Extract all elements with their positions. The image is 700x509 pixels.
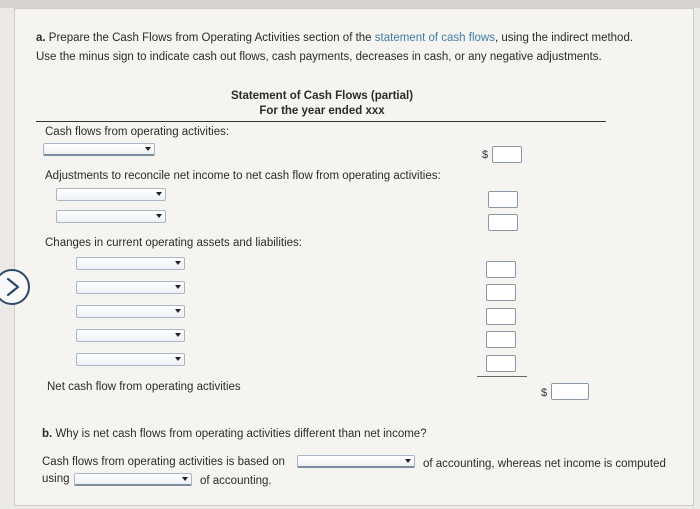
adjustments-label: Adjustments to reconcile net income to net cash flow from operating activities: bbox=[45, 170, 441, 182]
change-dropdown-3[interactable] bbox=[76, 305, 185, 318]
caret-down-icon bbox=[405, 459, 411, 463]
header-rule bbox=[36, 121, 606, 122]
caret-down-icon bbox=[175, 333, 181, 337]
caret-down-icon bbox=[145, 147, 151, 151]
adjustment-dropdown-1[interactable] bbox=[56, 188, 166, 201]
change-dropdown-2[interactable] bbox=[76, 281, 185, 294]
adjustment-amount-input-1[interactable] bbox=[488, 191, 518, 208]
statement-of-cash-flows-link[interactable]: statement of cash flows bbox=[374, 32, 495, 44]
statement-subtitle: For the year ended xxx bbox=[259, 105, 385, 117]
currency-symbol-net: $ bbox=[541, 387, 548, 399]
basis-dropdown-1[interactable] bbox=[297, 455, 415, 468]
subtotal-rule bbox=[477, 376, 527, 377]
change-dropdown-1[interactable] bbox=[76, 257, 185, 270]
question-b-line bbox=[42, 427, 427, 442]
question-a-line2: Use the minus sign to indicate cash out flows, cash payments, decreases in cash, or any negative adjustments. bbox=[36, 51, 602, 63]
changes-label: Changes in current operating assets and liabilities: bbox=[45, 237, 302, 249]
net-cash-flow-input[interactable] bbox=[551, 383, 589, 400]
change-amount-input-1[interactable] bbox=[486, 261, 516, 278]
change-amount-input-4[interactable] bbox=[486, 331, 516, 348]
question-b-sentence-part1: Cash flows from operating activities is based on bbox=[42, 456, 285, 468]
question-panel bbox=[14, 8, 694, 506]
caret-down-icon bbox=[175, 261, 181, 265]
caret-down-icon bbox=[175, 285, 181, 289]
top-cutoff-strip bbox=[0, 0, 700, 8]
caret-down-icon bbox=[175, 309, 181, 313]
caret-down-icon bbox=[182, 477, 188, 481]
basis-dropdown-2[interactable] bbox=[74, 473, 192, 486]
question-a-label: a. bbox=[36, 32, 46, 44]
caret-down-icon bbox=[175, 357, 181, 361]
operating-activities-label: Cash flows from operating activities: bbox=[45, 126, 230, 138]
change-amount-input-3[interactable] bbox=[486, 308, 516, 325]
net-cash-flow-label: Net cash flow from operating activities bbox=[47, 381, 241, 393]
adjustment-amount-input-2[interactable] bbox=[488, 214, 518, 231]
question-a-text: Prepare the Cash Flows from Operating Activities section of the bbox=[48, 32, 372, 44]
question-a-line1 bbox=[36, 31, 633, 46]
question-a-text-end: , using the indirect method. bbox=[494, 32, 634, 44]
operating-amount-input[interactable] bbox=[492, 146, 522, 163]
question-b-sentence-part4: of accounting. bbox=[200, 475, 272, 487]
question-b-label: b. bbox=[42, 428, 53, 440]
caret-down-icon bbox=[156, 214, 162, 218]
caret-down-icon bbox=[156, 192, 162, 196]
change-dropdown-4[interactable] bbox=[76, 329, 185, 342]
question-b-sentence-part2: of accounting, whereas net income is computed bbox=[423, 458, 666, 470]
change-amount-input-2[interactable] bbox=[486, 284, 516, 301]
currency-symbol: $ bbox=[482, 149, 489, 161]
change-dropdown-5[interactable] bbox=[76, 353, 185, 366]
operating-line-dropdown[interactable] bbox=[43, 143, 155, 156]
statement-title: Statement of Cash Flows (partial) bbox=[230, 90, 414, 102]
change-amount-input-5[interactable] bbox=[486, 355, 516, 372]
question-b-sentence-part3: using bbox=[42, 473, 70, 485]
question-b-text: Why is net cash flows from operating activities different than net income? bbox=[55, 428, 427, 440]
adjustment-dropdown-2[interactable] bbox=[56, 210, 166, 223]
